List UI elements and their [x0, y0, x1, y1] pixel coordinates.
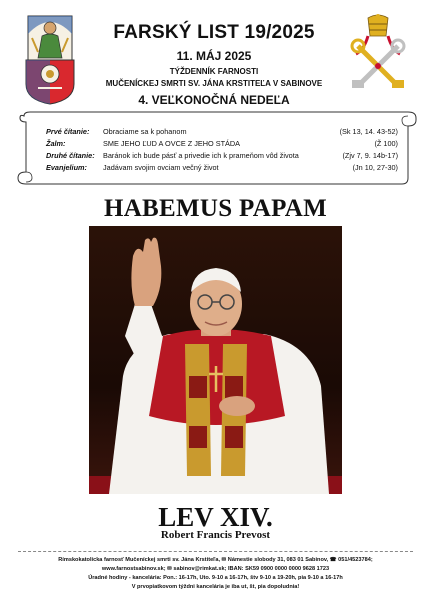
reading-label: Žalm: [46, 139, 66, 148]
reading-text: Obraciame sa k pohanom [103, 127, 187, 136]
papal-keys-icon [346, 14, 410, 94]
reading-label: Prvé čítanie: [46, 127, 90, 136]
parish-name: MUČENÍCKEJ SMRTI SV. JÁNA KRSTITEĽA V SABINOVE [105, 79, 323, 88]
reading-reference: (Jn 10, 27-30) [352, 163, 398, 172]
pope-civil-name: Robert Francis Prevost [160, 529, 271, 541]
footer-note: V prvopiatkovom týždni kancelária je iba ut, št, pia dopoludnia! [131, 584, 300, 590]
reading-row [46, 151, 398, 161]
reading-row [46, 127, 398, 137]
reading-text: Jadávam svojim ovciam večný život [103, 163, 219, 172]
reading-text: SME JEHO ĽUD A OVCE Z JEHO STÁDA [103, 139, 241, 148]
reading-row [46, 139, 398, 149]
pope-name: LEV XIV. [158, 502, 273, 532]
headline: HABEMUS PAPAM [103, 195, 328, 222]
footer-divider [18, 551, 413, 552]
reading-reference: (Ž 100) [374, 139, 398, 148]
footer-contacts: www.farnostsabinov.sk; ✉ sabinov@rimkat.sk; IBAN: SK59 0900 0000 0000 9628 1723 [101, 566, 330, 572]
reading-label: Druhé čítanie: [46, 151, 95, 160]
bulletin-date: 11. MÁJ 2025 [176, 49, 252, 63]
reading-reference: (Sk 13, 14. 43-52) [339, 127, 398, 136]
pope-photo [89, 226, 342, 494]
reading-row [46, 163, 398, 173]
parish-coat-of-arms-icon [22, 14, 78, 106]
reading-text: Baránok ich bude pásť a privedie ich k prameňom vôd života [103, 151, 299, 160]
footer-address: Rímskokatolícka farnosť Mučeníckej smrti sv. Jána Krstiteľa, ✉ Námestie slobody 31, 083 01 Sabinov, ☎ 051/4523784; [58, 557, 373, 563]
weekly-label: TÝŽDENNÍK FARNOSTI [169, 67, 259, 76]
footer-office-hours: Úradné hodiny - kancelária: Pon.: 16-17h, Uto. 9-10 a 16-17h, štv 9-10 a 19-20h, pia 9-10 a 16-17h [88, 575, 343, 581]
bulletin-title: FARSKÝ LIST 19/2025 [113, 22, 315, 43]
reading-reference: (Zjv 7, 9. 14b-17) [342, 151, 398, 160]
reading-label: Evanjelium: [46, 163, 87, 172]
liturgical-sunday: 4. VEĽKONOČNÁ NEDEĽA [138, 93, 290, 107]
